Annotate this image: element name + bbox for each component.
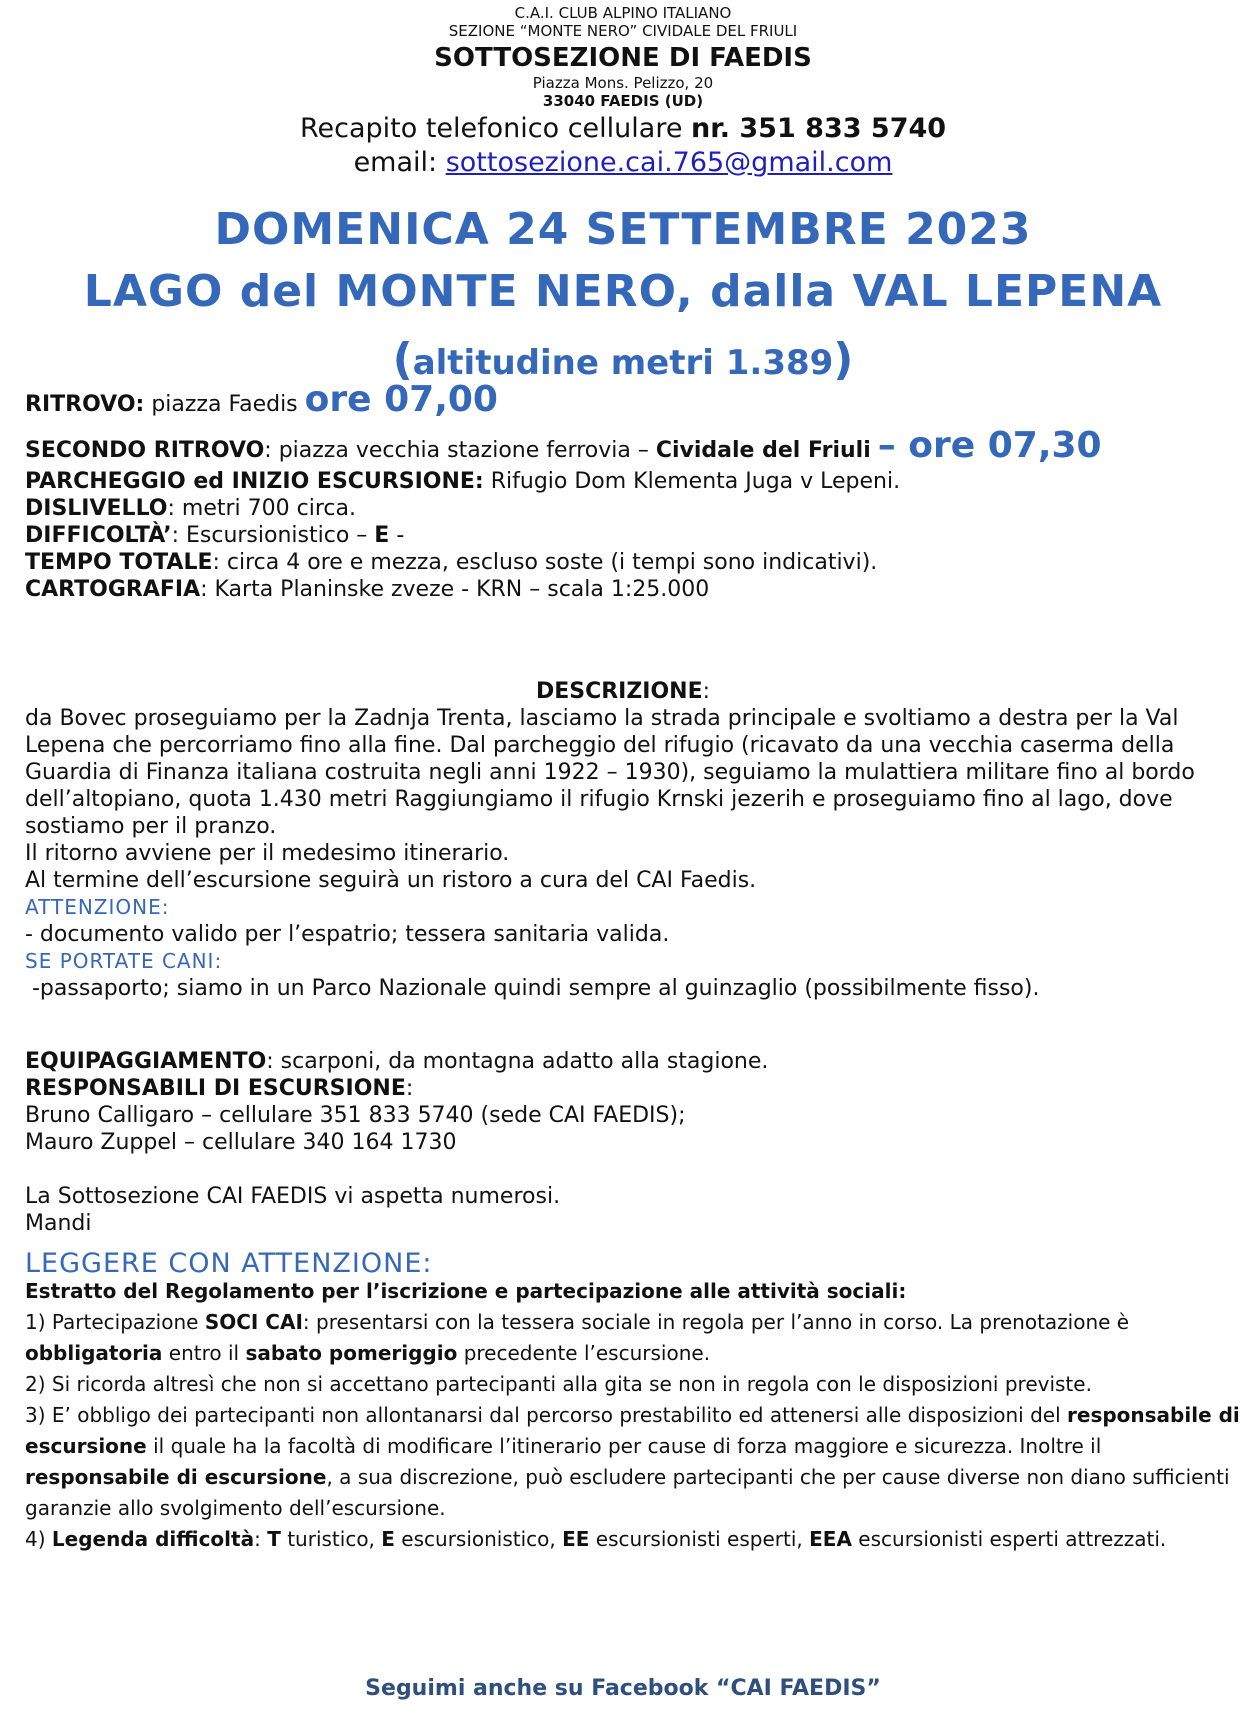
description-heading-colon: : xyxy=(702,679,711,704)
email-label: email: xyxy=(353,147,438,178)
header-phone xyxy=(0,112,1246,146)
tempo-text: : circa 4 ore e mezza, escluso soste (i tempi sono indicativi). xyxy=(212,550,878,575)
rule-1-soci: SOCI CAI xyxy=(204,1310,303,1334)
event-date: DOMENICA 24 SETTEMBRE 2023 xyxy=(214,204,1032,255)
secondo-ritrovo-line xyxy=(25,425,1102,466)
difficolta-text: : Escursionistico – xyxy=(171,523,368,548)
ritrovo-time: ore 07,00 xyxy=(304,379,498,420)
responsabili-label: RESPONSABILI DI ESCURSIONE xyxy=(25,1076,406,1101)
equipment-label: EQUIPAGGIAMENTO xyxy=(25,1049,267,1074)
dislivello-line xyxy=(25,495,356,522)
rule-3 xyxy=(25,1400,1240,1524)
rule-4-e: turistico, xyxy=(280,1527,382,1551)
secondo-ritrovo-text: : piazza vecchia stazione ferrovia – xyxy=(264,438,649,463)
rule-4-i: escursionisti esperti, xyxy=(589,1527,810,1551)
cartografia-label: CARTOGRAFIA xyxy=(25,577,201,602)
rule-2: 2) Si ricorda altresì che non si accettano partecipanti alla gita se non in regola con le disposizioni previste. xyxy=(25,1372,1092,1396)
rule-4-eea: EEA xyxy=(809,1527,852,1551)
secondo-ritrovo-time: – ore 07,30 xyxy=(877,425,1102,466)
rule-4-g: escursionistico, xyxy=(394,1527,563,1551)
phone-number: nr. 351 833 5740 xyxy=(691,113,947,144)
equipment-text: : scarponi, da montagna adatto alla stagione. xyxy=(266,1049,769,1074)
cartografia-line xyxy=(25,576,709,603)
difficolta-grade: E xyxy=(374,523,390,548)
rule-3-c: il quale ha la facoltà di modificare l’itinerario per cause di forza maggiore e sicurezza. Inoltre il xyxy=(146,1434,1102,1458)
altitude-open-paren: ( xyxy=(392,334,413,385)
rule-1-g: precedente l’escursione. xyxy=(457,1341,711,1365)
description-heading-text: DESCRIZIONE xyxy=(535,679,703,704)
equipment-line xyxy=(25,1048,768,1075)
difficolta-line xyxy=(25,522,404,549)
responsabili-line xyxy=(25,1075,413,1102)
header-subsection-title: SOTTOSEZIONE DI FAEDIS xyxy=(434,43,812,73)
closing-line: La Sottosezione CAI FAEDIS vi aspetta numerosi. xyxy=(25,1184,561,1209)
description-heading xyxy=(0,678,1246,705)
tempo-label: TEMPO TOTALE xyxy=(25,550,213,575)
description-ristoro: Al termine dell’escursione seguirà un ristoro a cura del CAI Faedis. xyxy=(25,868,757,893)
rule-4 xyxy=(25,1524,1240,1555)
altitude-text: altitudine metri 1.389 xyxy=(412,343,834,383)
altitude-close-paren: ) xyxy=(833,334,854,385)
rules-subtitle: Estratto del Regolamento per l’iscrizione e partecipazione alle attività sociali: xyxy=(25,1279,907,1303)
rule-4-legenda: Legenda difficoltà xyxy=(51,1527,255,1551)
dislivello-text: : metri 700 circa. xyxy=(167,496,356,521)
rule-4-c: : xyxy=(254,1527,268,1551)
ritrovo-place: piazza Faedis xyxy=(151,392,298,417)
rules-body xyxy=(25,1276,1240,1555)
event-title: LAGO del MONTE NERO, dalla VAL LEPENA xyxy=(83,266,1163,317)
dislivello-label: DISLIVELLO xyxy=(25,496,168,521)
rule-4-k: escursionisti esperti attrezzati. xyxy=(851,1527,1167,1551)
rule-3-responsabile: responsabile di escursione xyxy=(25,1403,1240,1458)
rule-1-sabato: sabato pomeriggio xyxy=(245,1341,458,1365)
rule-3-e: , a sua discrezione, può escludere partecipanti che per cause diverse non diano sufficienti garanzie allo svolgimento dell’escursione. xyxy=(25,1465,1230,1520)
secondo-ritrovo-label: SECONDO RITROVO xyxy=(25,438,265,463)
description-paragraph: da Bovec proseguiamo per la Zadnja Trenta, lasciamo la strada principale e svoltiamo a destra per la Val Lepena che percorriamo fino alla fine. Dal parcheggio del rifugio (ricavato da una vecchia caserma della Guardia di Finanza italiana costruita negli anni 1922 – 1930), seguiamo la mulattiera militare fino al bordo dell’altopiano, quota 1.430 metri Raggiungiamo il rifugio Krnski jezerih e proseguiamo fino al lago, dove sostiamo per il pranzo. xyxy=(25,706,1195,839)
tempo-line xyxy=(25,549,877,576)
description-return: Il ritorno avviene per il medesimo itinerario. xyxy=(25,841,510,866)
secondo-ritrovo-place: Cividale del Friuli xyxy=(655,438,871,463)
parcheggio-label: PARCHEGGIO ed INIZIO ESCURSIONE: xyxy=(25,469,484,494)
attention-text: - documento valido per l’espatrio; tessera sanitaria valida. xyxy=(25,922,670,947)
responsabile-2: Mauro Zuppel – cellulare 340 164 1730 xyxy=(25,1130,457,1155)
rule-4-ee: EE xyxy=(562,1527,590,1551)
header-postal-code: 33040 FAEDIS (UD) xyxy=(542,92,704,110)
rule-1-c: : presentarsi con la tessera sociale in regola per l’anno in corso. La prenotazione è xyxy=(302,1310,1130,1334)
footer-facebook: Seguimi anche su Facebook “CAI FAEDIS” xyxy=(365,1676,881,1701)
rule-1-a: 1) Partecipazione xyxy=(25,1310,205,1334)
parcheggio-text: Rifugio Dom Klementa Juga v Lepeni. xyxy=(490,469,901,494)
parcheggio-line xyxy=(25,468,900,495)
attention-label: ATTENZIONE: xyxy=(25,895,170,919)
rule-4-t: T xyxy=(267,1527,281,1551)
difficolta-label: DIFFICOLTÀ’ xyxy=(25,523,172,548)
rule-3-responsabile-2: responsabile di escursione xyxy=(25,1465,327,1489)
header-club-name: C.A.I. CLUB ALPINO ITALIANO xyxy=(514,4,732,22)
ritrovo-label: RITROVO: xyxy=(25,392,145,417)
header-address: Piazza Mons. Pelizzo, 20 xyxy=(532,74,714,92)
rule-4-e-grade: E xyxy=(381,1527,395,1551)
rule-3-a: 3) E’ obbligo dei partecipanti non allontanarsi dal percorso prestabilito ed attenersi alle disposizioni del xyxy=(25,1403,1068,1427)
rule-1-obbligatoria: obbligatoria xyxy=(25,1341,163,1365)
phone-label: Recapito telefonico cellulare xyxy=(299,113,683,144)
cartografia-text: : Karta Planinske zveze - KRN – scala 1:25.000 xyxy=(200,577,710,602)
email-link[interactable]: sottosezione.cai.765@gmail.com xyxy=(445,147,893,178)
rules-title: LEGGERE CON ATTENZIONE: xyxy=(25,1248,433,1279)
responsabili-colon: : xyxy=(405,1076,414,1101)
header-email xyxy=(0,146,1246,180)
dogs-text: -passaporto; siamo in un Parco Nazionale quindi sempre al guinzaglio (possibilmente fisso). xyxy=(25,976,1040,1001)
difficolta-end: - xyxy=(396,523,405,548)
rule-1-e: entro il xyxy=(162,1341,246,1365)
rule-1 xyxy=(25,1307,1240,1369)
rule-4-a: 4) xyxy=(25,1527,52,1551)
ritrovo-line xyxy=(25,379,498,420)
event-altitude xyxy=(0,334,1246,385)
header-section-name: SEZIONE “MONTE NERO” CIVIDALE DEL FRIULI xyxy=(448,22,798,40)
closing-mandi: Mandi xyxy=(25,1211,92,1236)
dogs-label: SE PORTATE CANI: xyxy=(25,949,223,973)
responsabile-1: Bruno Calligaro – cellulare 351 833 5740 (sede CAI FAEDIS); xyxy=(25,1103,686,1128)
description-body xyxy=(25,705,1240,1002)
